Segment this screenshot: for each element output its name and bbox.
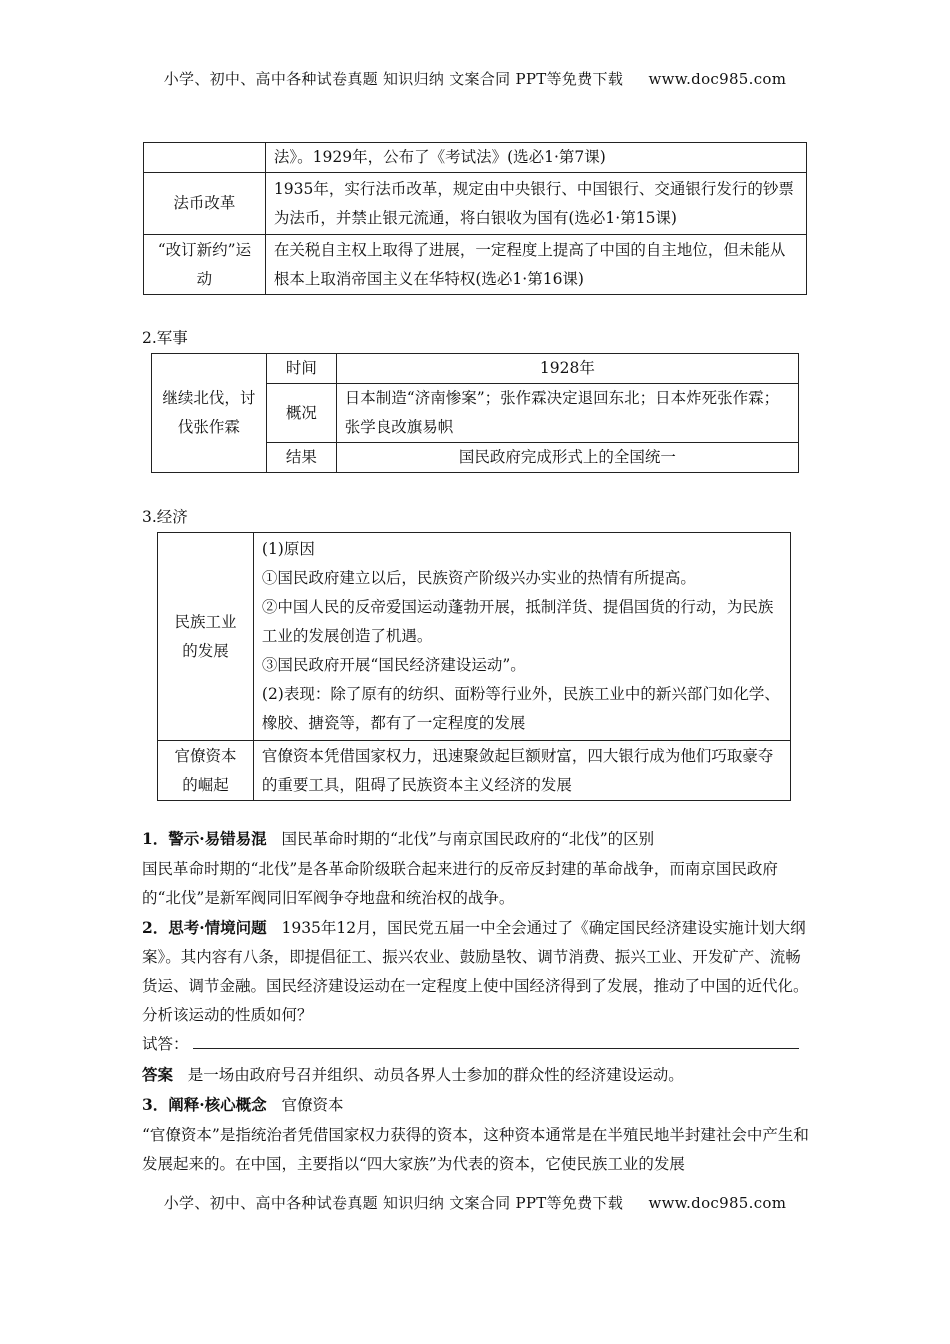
page-footer [0, 1192, 950, 1213]
answer-body: 是一场由政府号召并组织、动员各界人士参加的群众性的经济建设运动。 [187, 1066, 684, 1084]
content-line: ③国民政府开展“国民经济建设运动”。 [261, 656, 526, 674]
row-value: 日本制造“济南惨案”；张作霖决定退回东北；日本炸死张作霖；张学良改旗易帜 [336, 384, 798, 443]
row-label: 法币改革 [144, 173, 266, 235]
content-line: ②中国人民的反帝爱国运动蓬勃开展，抵制洋货、提倡国货的行动，为民族工业的发展创造了机遇。 [261, 598, 774, 645]
answer [142, 1060, 810, 1090]
content-line: (1)原因 [261, 540, 315, 558]
answer-label: 答案 [142, 1065, 174, 1084]
politics-table [143, 142, 807, 295]
row-content [253, 533, 790, 741]
footer-text: 小学、初中、高中各种试卷真题 知识归纳 文案合同 PPT等免费下载 [163, 1194, 624, 1212]
row-content: 官僚资本凭借国家权力，迅速聚敛起巨额财富，四大银行成为他们巧取豪夺的重要工具，阻碍了民族资本主义经济的发展 [253, 741, 790, 801]
answer-blank-line[interactable] [193, 1034, 799, 1049]
note-3-label: 3．阐释·核心概念 [142, 1095, 267, 1114]
military-topic: 继续北伐，讨伐张作霖 [152, 354, 267, 473]
content-line: ①国民政府建立以后，民族资产阶级兴办实业的热情有所提高。 [261, 569, 696, 587]
economy-table [157, 532, 791, 801]
section-title-military: 2.军事 [142, 329, 188, 347]
footer-site: www.doc985.com [648, 1194, 787, 1212]
row-label: 民族工业的发展 [158, 533, 254, 741]
table-row [144, 235, 807, 295]
row-value: 国民政府完成形式上的全国统一 [336, 443, 798, 473]
table-row [158, 741, 791, 801]
content-line: (2)表现：除了原有的纺织、面粉等行业外，民族工业中的新兴部门如化学、橡胶、搪瓷等，都有了一定程度的发展 [261, 685, 780, 732]
section-title-economy: 3.经济 [142, 508, 188, 526]
note-2-body: 1935年12月，国民党五届一中全会通过了《确定国民经济建设实施计划大纲案》。其内容有八条，即提倡征工、振兴农业、鼓励垦牧、调节消费、振兴工业、开发矿产、流畅货运、调节金融。国民经济建设运动在一定程度上使中国经济得到了发展，推动了中国的近代化。分析该运动的性质如何？ [142, 919, 809, 1024]
note-1-body: 国民革命时期的“北伐”是各革命阶级联合起来进行的反帝反封建的革命战争，而南京国民政府的“北伐”是新军阀同旧军阀争夺地盘和统治权的战争。 [142, 860, 778, 907]
row-key: 时间 [266, 354, 336, 384]
page-header [0, 68, 950, 89]
military-table [151, 353, 799, 473]
row-key: 概况 [266, 384, 336, 443]
note-1-label: 1．警示·易错易混 [142, 829, 267, 848]
row-label: “改订新约”运动 [144, 235, 266, 295]
note-3-body: “官僚资本”是指统治者凭借国家权力获得的资本，这种资本通常是在半殖民地半封建社会中产生和发展起来的。在中国，主要指以“四大家族”为代表的资本，它使民族工业的发展 [142, 1126, 809, 1173]
table-row [144, 173, 807, 235]
header-text: 小学、初中、高中各种试卷真题 知识归纳 文案合同 PPT等免费下载 [163, 70, 624, 88]
try-answer [142, 1030, 810, 1059]
row-content: 1935年，实行法币改革，规定由中央银行、中国银行、交通银行发行的钞票为法币，并禁止银元流通，将白银收为国有(选必1·第15课) [265, 173, 806, 235]
row-label: 官僚资本的崛起 [158, 741, 254, 801]
note-3-title: 官僚资本 [281, 1096, 344, 1114]
note-2-label: 2．思考·情境问题 [142, 918, 267, 937]
note-1-title: 国民革命时期的“北伐”与南京国民政府的“北伐”的区别 [281, 830, 655, 848]
note-2 [142, 913, 810, 1030]
row-content: 法》。1929年，公布了《考试法》(选必1·第7课) [265, 143, 806, 173]
row-label [144, 143, 266, 173]
row-content: 在关税自主权上取得了进展，一定程度上提高了中国的自主地位，但未能从根本上取消帝国主义在华特权(选必1·第16课) [265, 235, 806, 295]
note-3-heading [142, 1090, 810, 1120]
row-key: 结果 [266, 443, 336, 473]
note-1-heading [142, 824, 810, 854]
table-row [152, 354, 799, 384]
header-site: www.doc985.com [648, 70, 787, 88]
table-row [144, 143, 807, 173]
row-value: 1928年 [336, 354, 798, 384]
table-row [158, 533, 791, 741]
try-label: 试答： [142, 1035, 189, 1053]
